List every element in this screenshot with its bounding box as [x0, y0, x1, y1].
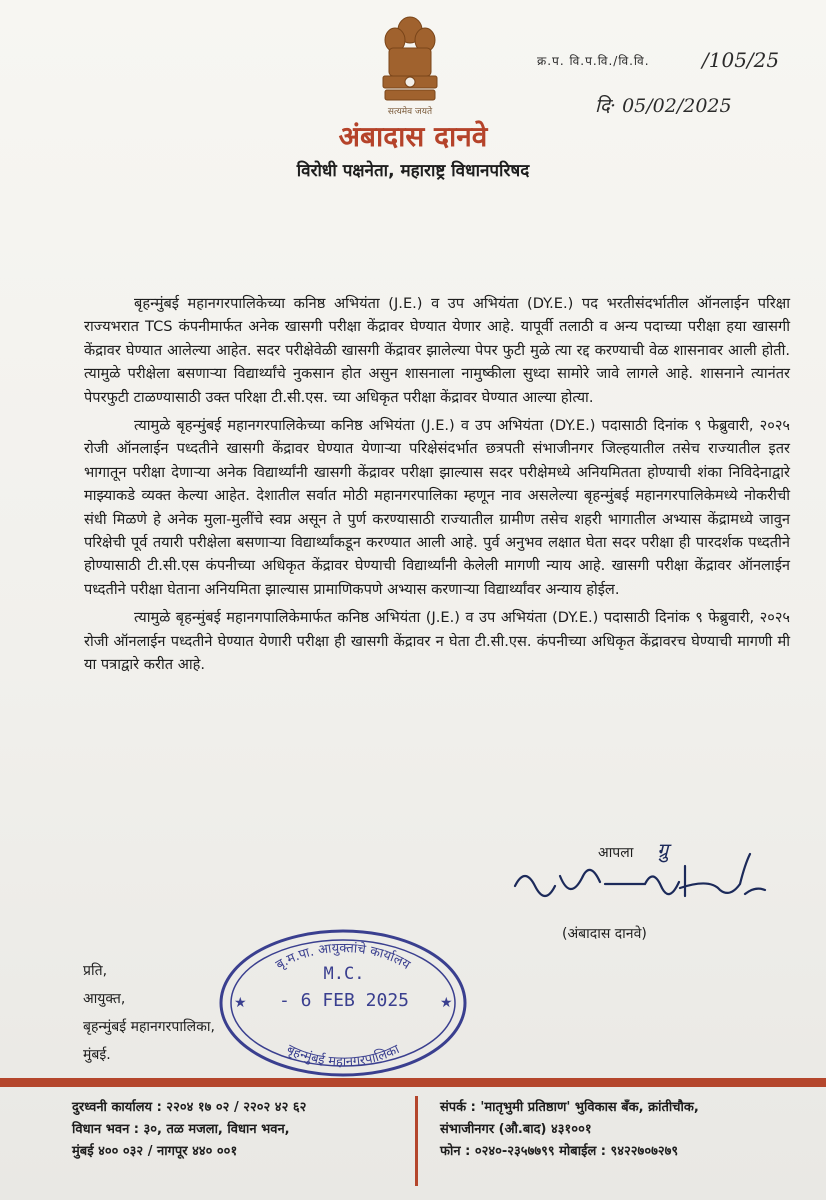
letter-body — [84, 292, 790, 682]
stamp-star-icon: ★ — [234, 995, 247, 1011]
recipient-line: बृहन्मुंबई महानगरपालिका, — [83, 1019, 215, 1035]
footer-line: संपर्क : 'मातृभुमी प्रतिष्ठाण' भुविकास बँक, क्रांतीचौक, — [440, 1100, 699, 1115]
footer-line: संभाजीनगर (औ.बाद) ४३१००१ — [440, 1122, 592, 1137]
recipient-line: प्रति, — [83, 963, 108, 979]
letterhead-name: अंबादास दानवे — [338, 120, 488, 153]
footer-line: मुंबई ४०० ०३२ / नागपूर ४४० ००१ — [72, 1144, 238, 1159]
recipient-line: मुंबई. — [83, 1047, 111, 1063]
body-paragraph: त्यामुळे बृहन्मुंबई महानगरपालिकेच्या कनिष्ठ अभियंता (J.E.) व उप अभियंता (DY.E.) पदासाठी दिनांक ९ फेब्रुवारी, २०२५ रोजी ऑनलाईन पध्दतीने खासगी केंद्रावर घेण्यात येणाऱ्या परिक्षेसंदर्भात छत्रपती संभाजीनगर जिल्हयातील तसेच राज्यातील इतर भागातून परीक्षा देणाऱ्या अनेक विद्यार्थ्यांनी खासगी केंद्रावर परीक्षा झाल्यास सदर परीक्षेमध्ये अनियमितता होण्याची शंका निविदेनाद्वारे माझ्याकडे व्यक्त केल्या आहेत. देशातील सर्वात मोठी महानगरपालिका म्हणून नाव असलेल्या बृहन्मुंबई महानगरपालिकेमध्ये नोकरीची संधी मिळणे हे अनेक मुला-मुलींचे स्वप्न असून ते पुर्ण करण्यासाठी राज्यातील ग्रामीण तसेच शहरी भागातील अभ्यास केंद्रामध्ये जावुन परिक्षेची पूर्व तयारी परीक्षेला बसणाऱ्या विद्यार्थ्यांकडून करण्यात आली आहे. पुर्व अनुभव लक्षात घेता सदर परीक्षा ही पारदर्शक पध्दतीने होण्यासाठी टी.सी.एस कंपनीच्या अधिकृत केंद्रावर घेण्याची विद्यार्थ्यांनी केलेली मागणी न्याय आहे. खासगी परीक्षा केंद्रावर ऑनलाईन पध्दतीने परीक्षा घेताना अनियमिता झाल्यास प्रामाणिकपणे अभ्यास करणाऱ्या विद्यार्थ्यांवर अन्याय होईल. — [84, 417, 790, 598]
footer-divider — [0, 1078, 826, 1087]
stamp-date: - 6 FEB 2025 — [278, 990, 410, 1011]
body-paragraph: बृहन्मुंबई महानगरपालिकेच्या कनिष्ठ अभियंता (J.E.) व उप अभियंता (DY.E.) पद भरतीसंदर्भातील ऑनलाईन परिक्षा राज्यभरात TCS कंपनीमार्फत अनेक खासगी परीक्षा केंद्रावर घेण्यात येणार आहे. यापूर्वी तलाठी व अन्य पदाच्या परीक्षा हया खासगी केंद्रावर घेण्यात आलेल्या आहेत. सदर परीक्षेवेळी खासगी केंद्रावर झालेल्या पेपर फुटी मुळे त्या रद्द करण्याची वेळ शासनावर आली होती. त्यामुळे परीक्षेला बसणाऱ्या विद्यार्थ्यांचे नुकसान होत असुन शासनाला नामुष्कीला सुध्दा सामोरे जावे लागले आहे. शासनाने त्यानंतर पेपरफुटी टाळण्यासाठी उक्त परिक्षा टी.सी.एस. च्या अधिकृत परीक्षा केंद्रावर घेण्यात आल्या होत्या. — [84, 295, 790, 406]
stamp-top-text: बृ.म.पा. आयुक्तांचे कार्यालय — [273, 941, 413, 973]
footer-line: विधान भवन : ३०, तळ मजला, विधान भवन, — [72, 1122, 290, 1137]
body-paragraph: त्यामुळे बृहन्मुंबई महानगपालिकेमार्फत कनिष्ठ अभियंता (J.E.) व उप अभियंता (DY.E.) पदासाठी दिनांक ९ फेब्रुवारी, २०२५ रोजी ऑनलाईन पध्दतीने घेण्यात येणारी परीक्षा ही खासगी केंद्रावर न घेता टी.सी.एस. कंपनीच्या अधिकृत केंद्रावरच घेण्याची मागणी मी या पत्राद्वारे करीत आहे. — [84, 609, 790, 674]
reference-number: /105/25 — [702, 48, 780, 72]
footer-separator — [415, 1096, 418, 1186]
letterhead-designation: विरोधी पक्षनेता, महाराष्ट्र विधानपरिषद — [296, 161, 530, 181]
stamp-mc: M.C. — [323, 964, 365, 984]
reference-label: क्र.प. वि.प.वि./वि.वि. — [537, 54, 650, 68]
letter-date: दि· 05/02/2025 — [595, 95, 732, 117]
footer-line: फोन : ०२४०-२३५७७९९ मोबाईल : ९४२२७०७२७९ — [440, 1144, 679, 1159]
handwritten-signature — [505, 846, 785, 916]
closing-salutation: आपला — [598, 845, 634, 861]
footer-line: दुरध्वनी कार्यालय : २२०४ १७ ०२ / २२०२ ४२ ६२ — [72, 1100, 307, 1115]
recipient-line: आयुक्त, — [83, 991, 126, 1007]
recipient-block — [83, 957, 215, 1069]
signatory-name: (अंबादास दानवे) — [562, 926, 647, 942]
stamp-star-icon: ★ — [440, 995, 453, 1011]
footer-personal-contact — [440, 1097, 699, 1163]
stamp-bottom-text: बृहन्मुंबई महानगरपालिका — [284, 1042, 402, 1070]
emblem-motto: सत्यमेव जयते — [387, 107, 433, 117]
footer-office-contact — [72, 1097, 306, 1163]
closing-mark: ग्रु — [657, 838, 669, 862]
